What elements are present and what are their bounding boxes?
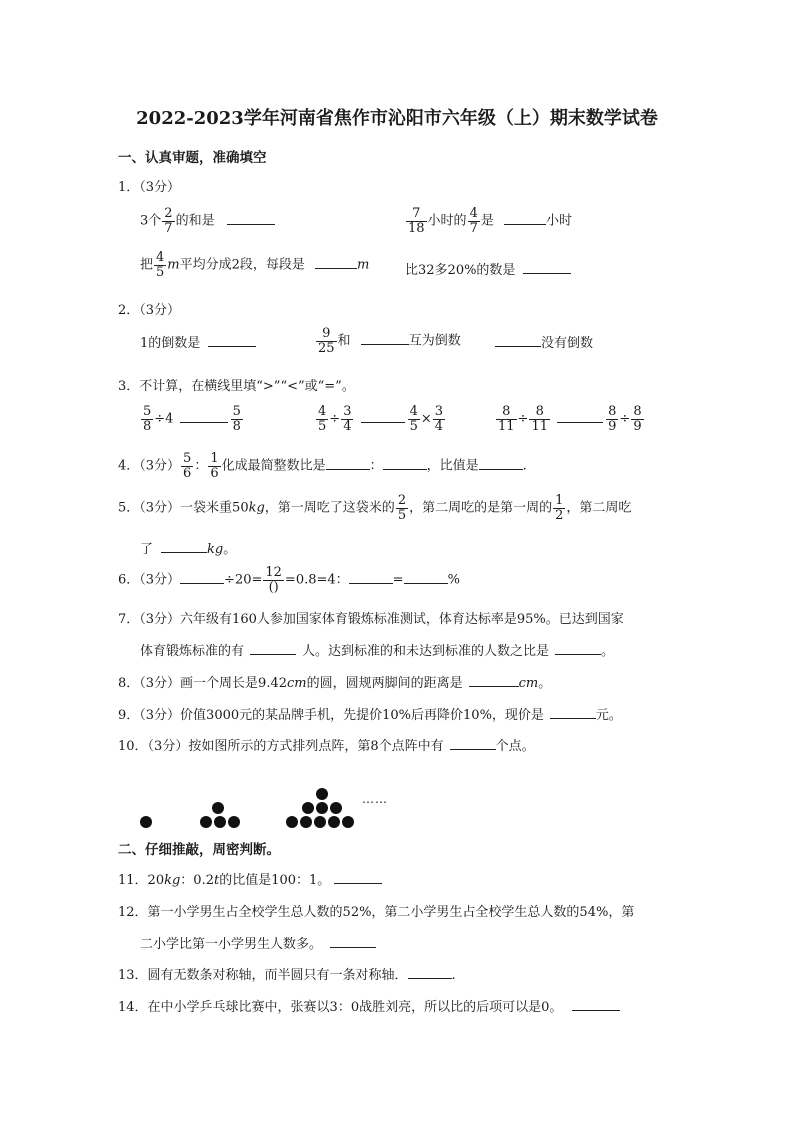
answer-blank[interactable] <box>495 332 541 347</box>
answer-blank[interactable] <box>404 569 448 584</box>
answer-blank[interactable] <box>572 996 620 1011</box>
fraction: $\frac{5}{8}$ <box>232 404 241 434</box>
q2-part-b: $\frac{9}{25}$ 和 互为倒数 <box>318 326 461 356</box>
q3-expr-3: $\frac{8}{11}$ ÷ $\frac{8}{11}$ $\frac{8}{9}$ ÷ $\frac{8}{9}$ <box>498 404 642 434</box>
page-title: 2022-2023学年河南省焦作市沁阳市六年级（上）期末数学试卷 <box>136 108 658 129</box>
dot <box>342 816 354 828</box>
answer-blank[interactable] <box>408 964 452 979</box>
fraction: $\frac{9}{25}$ <box>318 326 335 356</box>
answer-blank[interactable] <box>550 704 596 719</box>
dot <box>302 802 314 814</box>
q12-line-2: 二小学比第一小学男生人数多。 <box>140 933 376 952</box>
dot <box>140 816 152 828</box>
q2-part-c: 没有倒数 <box>495 332 593 351</box>
answer-blank[interactable] <box>227 210 275 225</box>
q2-label: 2．（3分） <box>118 303 181 318</box>
answer-blank[interactable] <box>180 569 224 584</box>
dot <box>316 802 328 814</box>
answer-blank[interactable] <box>557 408 603 423</box>
answer-blank[interactable] <box>361 330 409 345</box>
answer-blank[interactable] <box>450 735 496 750</box>
dot <box>330 802 342 814</box>
q1-label: 1．（3分） <box>118 180 181 195</box>
fraction: $\frac{1}{2}$ <box>555 493 564 523</box>
q14: 14．在中小学乒乓球比赛中，张赛以3：0战胜刘亮，所以比的后项可以是0。 <box>118 996 620 1015</box>
dot <box>228 816 240 828</box>
answer-blank[interactable] <box>361 408 405 423</box>
fraction: $\frac{12}{()}$ <box>265 565 282 595</box>
q1-part-a: 3个 $\frac{2}{7}$ 的和是 <box>140 207 275 235</box>
fraction: $\frac{1}{6}$ <box>210 451 219 481</box>
fraction: $\frac{8}{9}$ <box>608 404 617 434</box>
q8: 8．（3分）画一个周长是9.42cm的圆，圆规两脚间的距离是 cm。 <box>118 672 551 691</box>
dot-pattern-figure <box>128 774 390 832</box>
q3-stem: 3．不计算，在横线里填“>”“<”或“=”。 <box>118 379 355 394</box>
answer-blank[interactable] <box>349 569 393 584</box>
answer-blank[interactable] <box>250 640 296 655</box>
fraction: $\frac{4}{5}$ <box>156 250 165 280</box>
q7-line-1: 7．（3分）六年级有160人参加国家体育锻炼标准测试，体育达标率是95%。已达到国家 <box>118 612 624 627</box>
answer-blank[interactable] <box>330 933 376 948</box>
section-2-heading: 二、仔细推敲，周密判断。 <box>118 842 280 858</box>
q11: 11．20kg：0.2t的比值是100：1。 <box>118 869 382 888</box>
answer-blank[interactable] <box>180 408 228 423</box>
fraction: $\frac{4}{7}$ <box>469 206 478 236</box>
q5-line-1: 5．（3分）一袋米重50kg，第一周吃了这袋米的 $\frac{2}{5}$ ，第二周吃的是第一周的 $\frac{1}{2}$ ，第二周吃 <box>118 493 632 523</box>
answer-blank[interactable] <box>326 455 370 470</box>
answer-blank[interactable] <box>208 332 256 347</box>
fraction: $\frac{2}{5}$ <box>397 493 407 523</box>
q3-expr-2: $\frac{4}{5}$ ÷ $\frac{3}{4}$ $\frac{4}{5}$ × $\frac{3}{4}$ <box>318 404 444 434</box>
fraction: $\frac{5}{8}$ <box>143 404 152 434</box>
answer-blank[interactable] <box>383 455 427 470</box>
dot <box>328 816 340 828</box>
fraction: $\frac{4}{5}$ <box>318 404 327 434</box>
dot <box>214 816 226 828</box>
q13: 13．圆有无数条对称轴，而半圆只有一条对称轴． . <box>118 964 456 983</box>
q2-part-a: 1的倒数是 <box>140 332 256 351</box>
dot <box>314 816 326 828</box>
q12-line-1: 12．第一小学男生占全校学生总人数的52%，第二小学男生占全校学生总人数的54%，第 <box>118 905 635 920</box>
answer-blank[interactable] <box>315 254 357 269</box>
dot <box>212 802 224 814</box>
fraction: $\frac{2}{7}$ <box>164 206 173 236</box>
ellipsis: …… <box>362 792 388 806</box>
dot <box>286 816 298 828</box>
answer-blank[interactable] <box>504 210 546 225</box>
q9: 9．（3分）价值3000元的某品牌手机，先提价10%后再降价10%，现价是 元。 <box>118 704 622 723</box>
q10: 10．（3分）按如图所示的方式排列点阵，第8个点阵中有 个点。 <box>118 735 535 754</box>
fraction: $\frac{8}{11}$ <box>498 404 515 434</box>
fraction: $\frac{7}{18}$ <box>408 206 425 236</box>
dot <box>200 816 212 828</box>
answer-blank[interactable] <box>334 869 382 884</box>
q3-expr-1: $\frac{5}{8}$ ÷4 $\frac{5}{8}$ <box>143 404 241 434</box>
dot <box>300 816 312 828</box>
fraction: $\frac{3}{4}$ <box>434 404 444 434</box>
q4: 4．（3分） $\frac{5}{6}$ ： $\frac{1}{6}$ 化成最简整数比是 ： ，比值是 . <box>118 451 527 481</box>
answer-blank[interactable] <box>469 672 519 687</box>
section-1-heading: 一、认真审题，准确填空 <box>118 150 267 166</box>
q1-part-c: 把 $\frac{4}{5}$ m平均分成2段，每段是 m <box>140 250 370 280</box>
answer-blank[interactable] <box>479 455 523 470</box>
answer-blank[interactable] <box>555 640 601 655</box>
q6: 6．（3分） ÷20= $\frac{12}{()}$ =0.8=4： = % <box>118 565 460 595</box>
fraction: $\frac{3}{4}$ <box>343 404 352 434</box>
q1-part-b: $\frac{7}{18}$ 小时的 $\frac{4}{7}$ 是 小时 <box>408 206 573 236</box>
q5-line-2: 了 kg。 <box>140 538 236 557</box>
fraction: $\frac{4}{5}$ <box>409 404 418 434</box>
fraction: $\frac{8}{11}$ <box>531 404 548 434</box>
answer-blank[interactable] <box>523 259 571 274</box>
q7-line-2: 体育锻炼标准的有 人。达到标准的和未达到标准的人数之比是 。 <box>140 640 614 659</box>
fraction: $\frac{5}{6}$ <box>183 451 192 481</box>
fraction: $\frac{8}{9}$ <box>633 404 642 434</box>
answer-blank[interactable] <box>161 538 207 553</box>
q1-part-d: 比32多20%的数是 <box>405 259 571 278</box>
dot <box>316 788 328 800</box>
